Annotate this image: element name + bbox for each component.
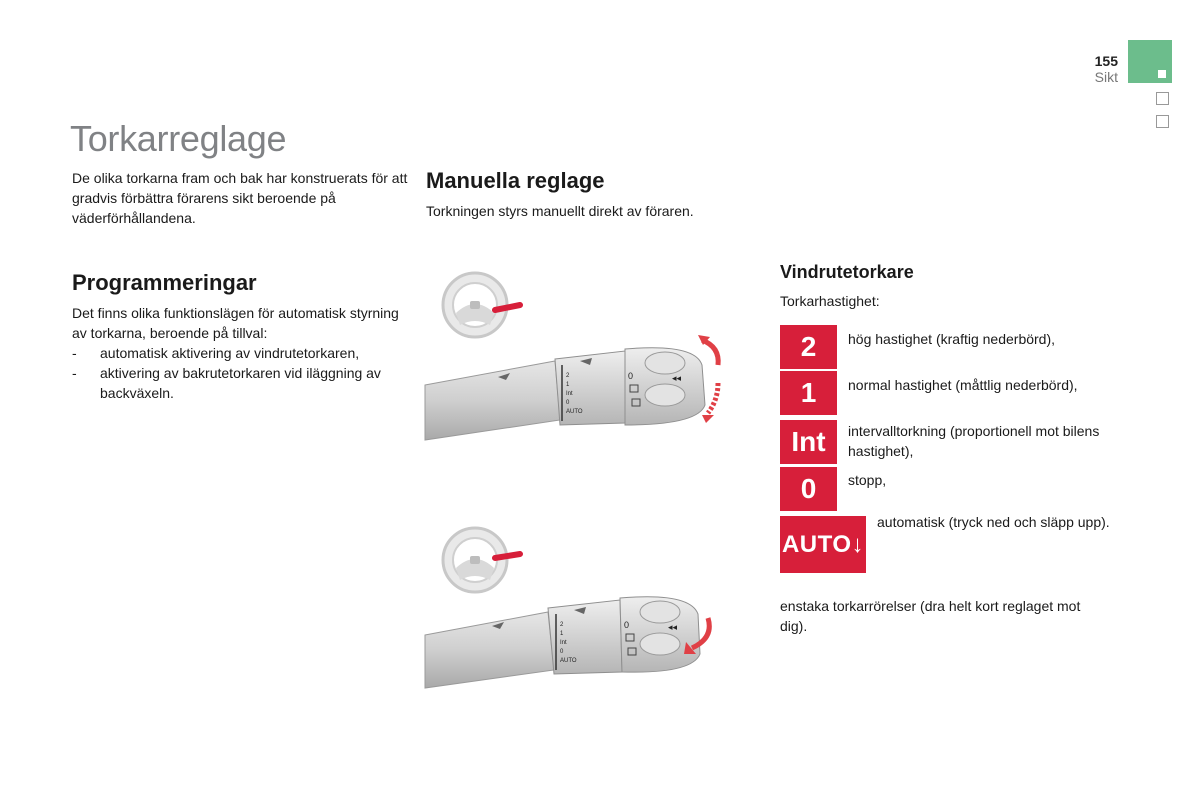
position-label-auto: AUTO xyxy=(566,409,583,415)
section-tab[interactable] xyxy=(1156,115,1169,128)
position-label-int: Int xyxy=(560,640,567,646)
rewind-symbol: ◂◂ xyxy=(668,622,678,632)
tab-marker-icon xyxy=(1158,70,1166,78)
bullet-dash: - xyxy=(72,365,77,381)
wiper-stalk-illustration-speeds xyxy=(420,265,740,450)
speed-text-auto: automatisk (tryck ned och släpp upp). xyxy=(877,514,1110,530)
list-item xyxy=(72,343,402,363)
position-label-1: 1 xyxy=(560,631,564,637)
position-label-1: 1 xyxy=(566,382,570,388)
page-title: Torkarreglage xyxy=(70,118,287,159)
position-label-2: 2 xyxy=(566,373,570,379)
programmering-heading: Programmeringar xyxy=(72,270,257,295)
section-tab-active[interactable] xyxy=(1128,40,1172,83)
position-label-0: 0 xyxy=(560,649,564,655)
steering-wheel-icon xyxy=(443,273,520,337)
section-tab[interactable] xyxy=(1156,92,1169,105)
speed-badge-auto: AUTO↓ xyxy=(780,516,866,573)
speed-text-int: intervalltorkning (proportionell mot bilens hastighet), xyxy=(848,423,1100,459)
rewind-symbol: ◂◂ xyxy=(672,373,682,383)
speed-text-0: stopp, xyxy=(848,472,887,488)
vindrute-subheading: Torkarhastighet: xyxy=(780,293,880,309)
intro-text: De olika torkarna fram och bak har konstruerats för att gradvis förbättra förarens sikt beroende på väderförhållandena. xyxy=(72,170,408,226)
speed-badge-0: 0 xyxy=(780,467,837,511)
speed-badge-int: Int xyxy=(780,420,837,464)
page-number: 155 xyxy=(1094,53,1118,69)
rear-position-0: 0 xyxy=(628,371,634,381)
list-item-text: automatisk aktivering av vindrutetorkaren, xyxy=(100,345,360,361)
steering-wheel-icon xyxy=(443,528,520,592)
manuella-heading: Manuella reglage xyxy=(426,168,605,193)
vindrute-heading: Vindrutetorkare xyxy=(780,262,914,282)
bullet-dash: - xyxy=(72,345,77,361)
speed-text-2: hög hastighet (kraftig nederbörd), xyxy=(848,331,1056,347)
list-item xyxy=(72,363,402,403)
manuella-text: Torkningen styrs manuellt direkt av föraren. xyxy=(426,203,694,219)
position-label-auto: AUTO xyxy=(560,658,577,664)
wiper-stalk-illustration-single-wipe xyxy=(420,520,740,695)
position-label-0: 0 xyxy=(566,400,570,406)
speed-text-1: normal hastighet (måttlig nederbörd), xyxy=(848,377,1078,393)
programmering-text: Det finns olika funktionslägen för automatisk styrning av torkarna, beroende på tillval: xyxy=(72,305,399,341)
position-label-2: 2 xyxy=(560,622,564,628)
speed-badge-2: 2 xyxy=(780,325,837,369)
speed-badge-1: 1 xyxy=(780,371,837,415)
single-wipe-text: enstaka torkarrörelser (dra helt kort reglaget mot dig). xyxy=(780,598,1081,634)
section-name: Sikt xyxy=(1094,69,1118,85)
programmering-section xyxy=(72,303,402,403)
position-label-int: Int xyxy=(566,391,573,397)
rear-position-0: 0 xyxy=(624,620,630,630)
list-item-text: aktivering av bakrutetorkaren vid iläggning av backväxeln. xyxy=(100,365,381,401)
arrow-down-icon xyxy=(708,383,718,413)
arrow-up-icon xyxy=(702,340,718,365)
